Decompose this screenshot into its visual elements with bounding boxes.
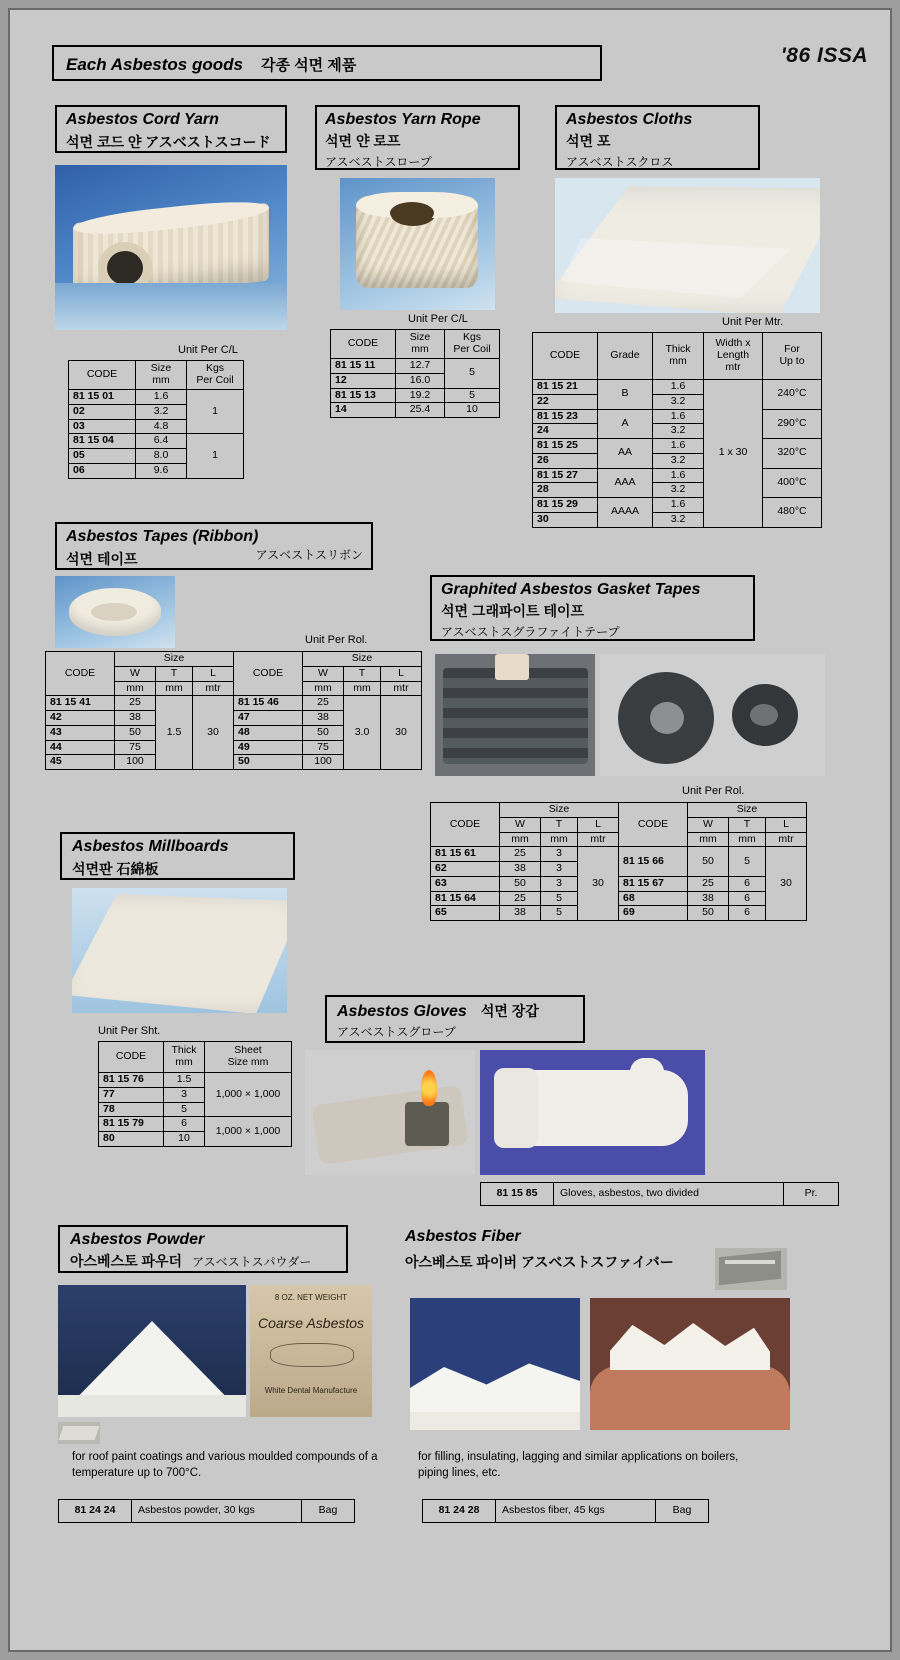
section-title-tapes [55,522,373,570]
gloves-title-ko: 석면 장갑 [480,1003,539,1019]
section-title-cloths [555,105,760,170]
section-title-fiber [405,1228,674,1272]
millboards-photo [72,888,287,1013]
cord-yarn-unit: Unit Per C/L [178,344,238,356]
gasket-photo-right [600,654,825,776]
gloves-title-ja: アスベストスグローブ [337,1025,456,1039]
cloths-unit: Unit Per Mtr. [722,316,784,328]
yarn-rope-title-ja: アスベストスロープ [325,155,432,169]
section-title-cord-yarn [55,105,287,153]
cloths-photo [555,178,820,313]
powder-label-line3: White Dental Manufacture [264,1386,358,1395]
millboards-title-en: Asbestos Millboards [72,838,229,855]
tapes-unit: Unit Per Rol. [305,634,368,646]
powder-title-ko: 아스베스토 파우더 [70,1253,183,1269]
millboards-unit: Unit Per Sht. [98,1025,161,1037]
fiber-title-ko: 아스베스토 파이버 アスベストスファイバー [405,1254,674,1270]
millboards-table: CODE Thick mm Sheet Size mm 81 15 76 1.5 1,000 × 1,000 77 3 78 5 81 15 79 6 1,000 × 1,000 80 10 [98,1041,292,1147]
tapes-title-ko: 석면 테이프 [66,551,138,567]
code-cell: 81 15 01 [69,390,136,405]
gloves-photo-left [305,1050,475,1175]
issa-label: '86 ISSA [780,44,868,67]
fiber-row-table: 81 24 28 Asbestos fiber, 45 kgs Bag [422,1499,709,1523]
gloves-row-table: 81 15 85 Gloves, asbestos, two divided Pr. [480,1182,839,1206]
fiber-box-photo [715,1248,787,1290]
section-title-gasket-tapes [430,575,755,641]
powder-caption: for roof paint coatings and various moulded compounds of a temperature up to 700°C. [72,1451,378,1479]
powder-photo [58,1285,246,1417]
tapes-photo [55,576,175,648]
powder-title-en: Asbestos Powder [70,1231,205,1248]
cloths-title-en: Asbestos Cloths [566,111,693,128]
gasket-title-ja: アスベストスグラファイトテープ [441,625,620,639]
cloths-title-ja: アスベストスクロス [566,155,674,169]
yarn-rope-title-en: Asbestos Yarn Rope [325,111,481,128]
section-title-gloves [325,995,585,1043]
gasket-unit: Unit Per Rol. [682,785,745,797]
page-title-ko: 각종 석면 제품 [260,57,357,74]
cord-yarn-table: CODE Size mm Kgs Per Coil 81 15 01 1.6 1 02 3.2 03 4.8 81 15 04 6.4 1 05 8.0 06 9.6 [68,360,244,479]
powder-label-line2: Coarse Asbestos [257,1315,365,1331]
cord-yarn-photo [55,165,287,330]
gloves-photo-right [480,1050,705,1175]
yarn-rope-photo [340,178,495,310]
tapes-title-ja: アスベストスリボン [255,548,363,562]
yarn-rope-table: CODE Size mm Kgs Per Coil 81 15 11 12.7 5 12 16.0 81 15 13 19.2 5 14 25.4 10 [330,329,500,418]
yarn-rope-unit: Unit Per C/L [408,313,468,325]
powder-row-table: 81 24 24 Asbestos powder, 30 kgs Bag [58,1499,355,1523]
powder-label-line1: 8 OZ. NET WEIGHT [274,1293,348,1302]
cord-yarn-title-en: Asbestos Cord Yarn [66,111,219,128]
gasket-photo-left [435,654,595,776]
fiber-photo-right [590,1298,790,1430]
cloths-title-ko: 석면 포 [566,133,611,149]
page-title-box [52,45,602,81]
fiber-caption: for filling, insulating, lagging and similar applications on boilers, piping lines, etc. [418,1451,739,1479]
tapes-title-en: Asbestos Tapes (Ribbon) [66,528,259,545]
th-code: CODE [69,361,136,390]
millboards-title-ko: 석면판 石綿板 [72,861,159,877]
yarn-rope-title-ko: 석면 얀 로프 [325,133,401,149]
catalog-page [8,8,892,1652]
cloths-table: CODE Grade Thick mm Width x Length mtr For Up to 81 15 21 B 1.6 1 x 30 240°C 22 3.2 81 15 23 A 1.6 290°C 24 3.2 81 15 25 AA 1.6 320°C 26 3.2 81 15 27 AAA 1.6 400°C 28 3.2 81 15 29 AAAA 1.6 480°C 30 3.2 [532,332,822,528]
powder-label-photo [250,1285,372,1417]
tapes-table: CODE Size CODE Size W T L W T L mm mm mtr mm mm mtr 81 15 41 25 1.5 30 81 15 46 25 3.0 30 42 38 47 38 43 50 48 50 44 75 49 75 45 100 50 100 [45,651,422,770]
powder-title-ja: アスベストスパウダー [192,1255,312,1269]
gasket-table: CODE Size CODE Size W T L W T L mm mm mtr mm mm mtr 81 15 61 25 3 30 81 15 66 50 5 30 62 38 3 63 50 3 81 15 67 25 6 81 15 64 25 5 68 38 6 65 38 5 69 50 6 [430,802,807,921]
section-title-powder [58,1225,348,1273]
page-title-en: Each Asbestos goods [66,54,243,74]
gasket-title-ko: 석면 그래파이트 테이프 [441,603,585,619]
cord-yarn-title-ko: 석면 코드 얀 アスベストスコード [66,134,271,150]
fiber-photo-left [410,1298,580,1430]
section-title-millboards [60,832,295,880]
section-title-yarn-rope [315,105,520,170]
powder-sample-photo [58,1422,100,1444]
gloves-title-en: Asbestos Gloves [337,1003,467,1020]
gasket-title-en: Graphited Asbestos Gasket Tapes [441,581,701,598]
fiber-title-en: Asbestos Fiber [405,1228,521,1245]
